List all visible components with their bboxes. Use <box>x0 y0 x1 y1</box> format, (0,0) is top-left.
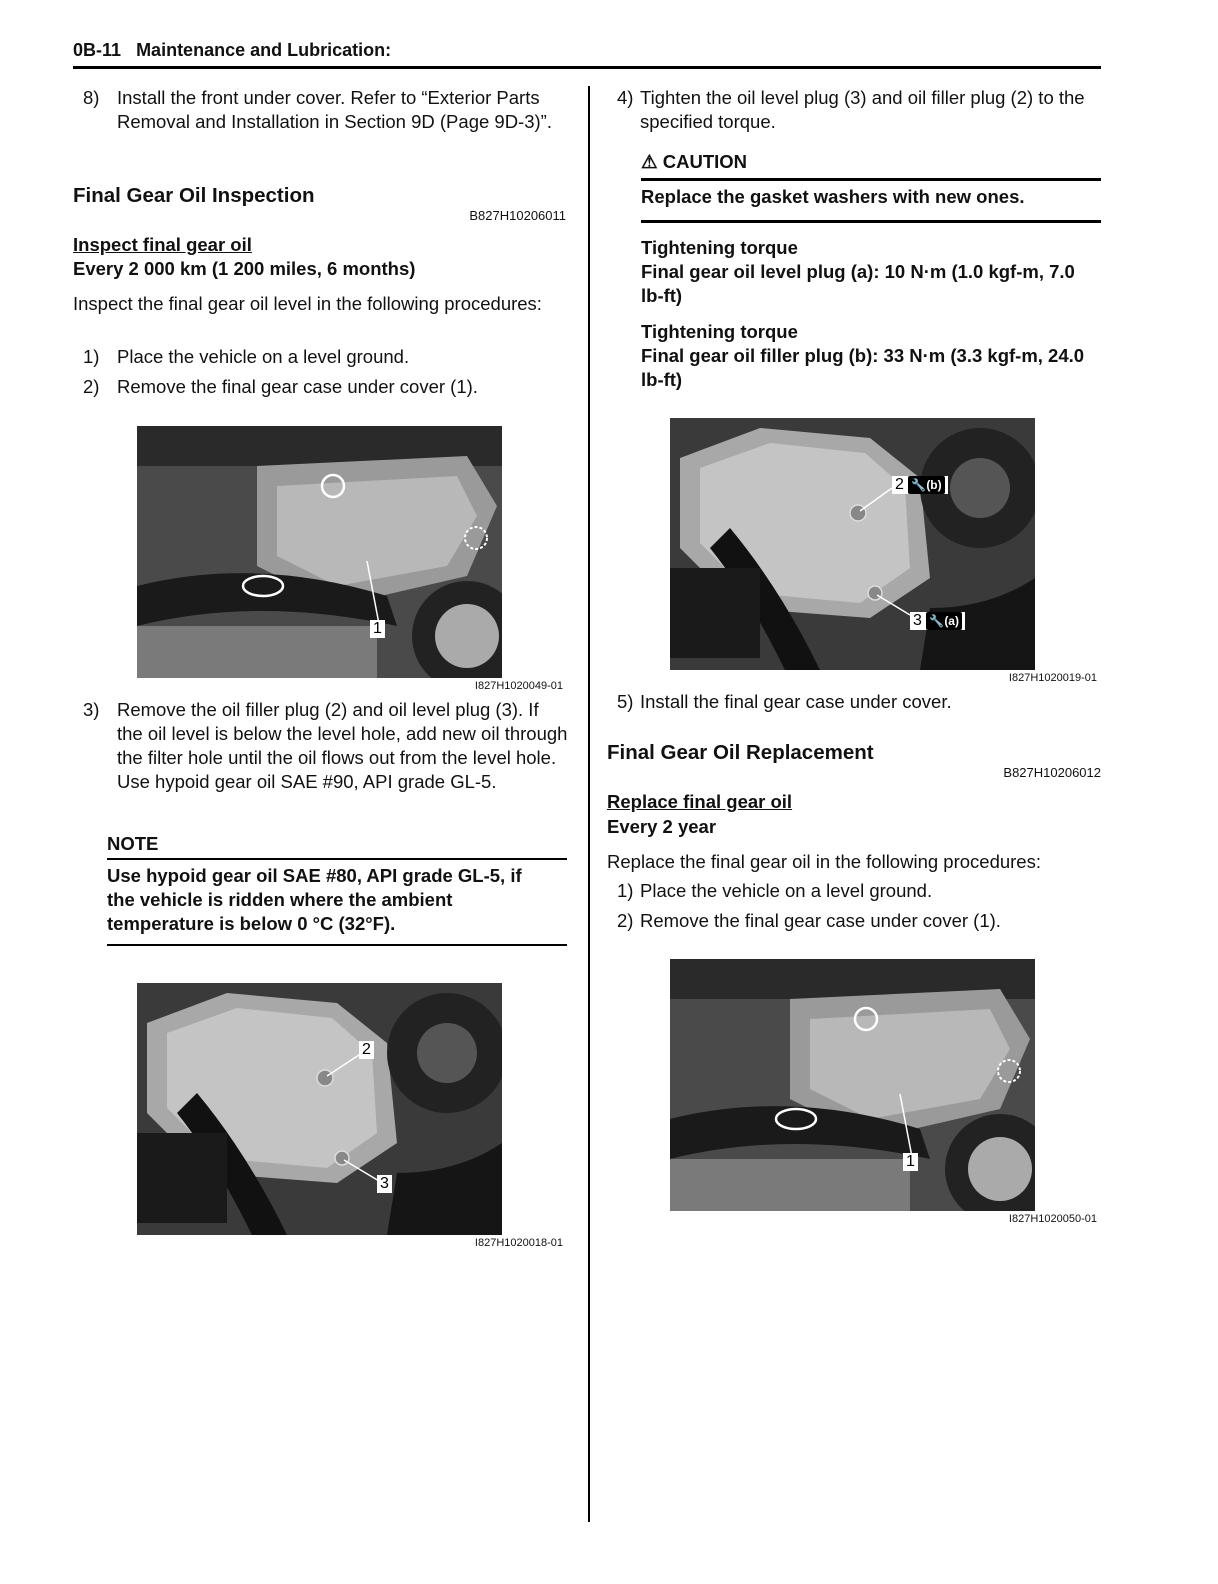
step-text: Install the final gear case under cover. <box>640 691 952 712</box>
figure-under-cover-photo <box>137 426 502 678</box>
figure-plugs-photo <box>137 983 502 1235</box>
step-text: Remove the oil filler plug (2) and oil level plug (3). If the oil level is below the level hole, add new oil through the filter hole until the oil flows out from the level hole. Use hypoid gear oil SAE #90, API grade GL-5. <box>117 699 568 792</box>
section-heading-replacement: Final Gear Oil Replacement <box>607 741 874 764</box>
torque-illustration <box>670 418 1035 670</box>
callout-3: 3 <box>377 1175 392 1193</box>
torque-2-title: Tightening torque <box>641 321 798 342</box>
step-text: Place the vehicle on a level ground. <box>117 346 410 367</box>
section-code: 0B-11 <box>73 40 122 60</box>
torque-a-label: (a) <box>944 614 959 628</box>
callout-1: 1 <box>370 620 385 638</box>
note-bottom-rule <box>107 944 567 946</box>
step-text: Tighten the oil level plug (3) and oil filler plug (2) to the specified torque. <box>640 87 1085 132</box>
caution-text: Replace the gasket washers with new ones. <box>641 186 1025 207</box>
figure-caption-3: I827H1020019-01 <box>1008 672 1097 684</box>
step-text: Remove the final gear case under cover (1). <box>117 376 478 397</box>
torque-1-text: Final gear oil level plug (a): 10 N·m (1.0 kgf-m, 7.0 lb-ft) <box>641 261 1075 306</box>
note-text: Use hypoid gear oil SAE #80, API grade GL-5, if the vehicle is ridden where the ambient temperature is below 0 °C (32°F). <box>107 865 522 934</box>
figure-caption-1: I827H1020049-01 <box>474 680 563 692</box>
caution-bottom-rule <box>641 220 1101 223</box>
figure-under-cover-photo-2 <box>670 959 1035 1211</box>
under-cover-illustration <box>137 426 502 678</box>
sub-heading-inspect: Inspect final gear oil <box>73 234 252 255</box>
note-title: NOTE <box>107 833 159 854</box>
interval-replace: Every 2 year <box>607 816 717 837</box>
torque-2-text: Final gear oil filler plug (b): 33 N·m (3.3 kgf-m, 24.0 lb-ft) <box>641 345 1085 390</box>
step-number: 4) <box>617 87 634 108</box>
torque-b-label: (b) <box>926 478 942 492</box>
intro-inspect: Inspect the final gear oil level in the following procedures: <box>73 293 542 314</box>
torque-b-tag: 🔧(b) <box>908 476 944 494</box>
section-heading-inspection: Final Gear Oil Inspection <box>73 184 315 207</box>
step-text: Place the vehicle on a level ground. <box>640 880 933 901</box>
callout-2: 2 <box>359 1041 374 1059</box>
under-cover-illustration-2 <box>670 959 1035 1211</box>
section-code-inspection: B827H10206011 <box>469 208 566 223</box>
figure-caption-4: I827H1020050-01 <box>1008 1213 1097 1225</box>
caution-title <box>641 150 747 174</box>
figure-torque-photo <box>670 418 1035 670</box>
torque-a-tag: 🔧(a) <box>926 612 962 630</box>
caution-label: CAUTION <box>662 151 748 172</box>
callout-number: 3 <box>913 612 922 629</box>
step-text: Install the front under cover. Refer to “Exterior Parts Removal and Installation in Section 9D (Page 9D-3)”. <box>117 87 552 132</box>
caution-top-rule <box>641 178 1101 181</box>
interval-inspect: Every 2 000 km (1 200 miles, 6 months) <box>73 258 416 279</box>
plugs-illustration <box>137 983 502 1235</box>
warning-icon: ⚠ <box>641 151 658 172</box>
torque-1-title: Tightening torque <box>641 237 798 258</box>
step-number: 1) <box>617 880 634 901</box>
step-number: 3) <box>83 699 100 720</box>
callout-2-with-torque <box>892 476 948 494</box>
note-top-rule <box>107 858 567 860</box>
section-code-replacement: B827H10206012 <box>1003 765 1101 780</box>
header-divider <box>73 66 1101 69</box>
intro-replace: Replace the final gear oil in the following procedures: <box>607 851 1041 872</box>
step-text: Remove the final gear case under cover (1). <box>640 910 1001 931</box>
callout-3-with-torque <box>910 612 965 630</box>
page-header <box>73 40 391 61</box>
step-number: 5) <box>617 691 634 712</box>
header-title: Maintenance and Lubrication: <box>136 40 392 60</box>
step-number: 2) <box>617 910 634 931</box>
callout-number: 2 <box>895 476 904 493</box>
step-number: 2) <box>83 376 100 397</box>
step-number: 8) <box>83 87 100 108</box>
callout-1: 1 <box>903 1153 918 1171</box>
figure-caption-2: I827H1020018-01 <box>474 1237 563 1249</box>
column-divider <box>588 86 590 1522</box>
step-number: 1) <box>83 346 100 367</box>
sub-heading-replace: Replace final gear oil <box>607 791 793 812</box>
